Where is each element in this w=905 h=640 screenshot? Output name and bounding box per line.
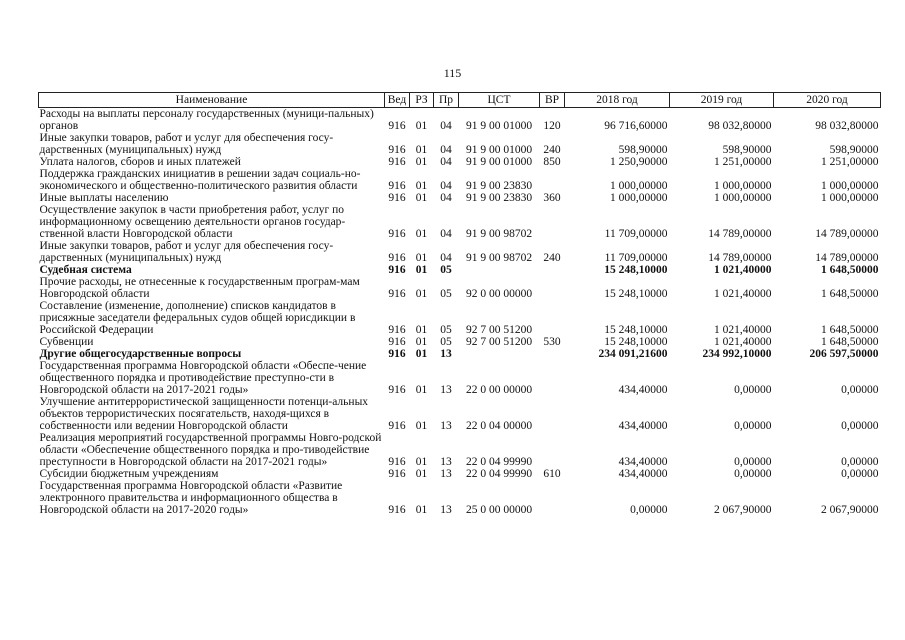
cell-2018: 11 709,00000 xyxy=(604,252,668,264)
cell-2019: 1 000,00000 xyxy=(714,180,772,192)
cell-cst: 92 7 00 51200 xyxy=(465,336,533,348)
cell-2019: 98 032,80000 xyxy=(708,120,772,132)
cell-pr: 05 xyxy=(440,288,452,300)
table-row xyxy=(39,240,881,264)
cell-ved: 916 xyxy=(388,288,406,300)
cell-vr: 610 xyxy=(543,468,561,480)
table-header-row xyxy=(39,93,881,108)
cell-2020: 1 000,00000 xyxy=(821,192,879,204)
table-row xyxy=(39,360,881,396)
cell-2019: 1 000,00000 xyxy=(714,192,772,204)
table-row xyxy=(39,132,881,156)
cell-name: Судебная система xyxy=(39,264,132,276)
cell-2018: 434,40000 xyxy=(618,468,668,480)
cell-cst: 22 0 00 00000 xyxy=(465,384,533,396)
cell-rz: 01 xyxy=(415,144,428,156)
section-row xyxy=(39,348,881,360)
cell-ved: 916 xyxy=(388,468,406,480)
cell-pr: 13 xyxy=(440,348,452,360)
cell-2018: 1 000,00000 xyxy=(610,192,668,204)
cell-2020: 1 648,50000 xyxy=(821,324,879,336)
cell-2020: 0,00000 xyxy=(841,420,879,432)
cell-vr: 360 xyxy=(543,192,561,204)
cell-pr: 04 xyxy=(440,156,452,168)
cell-2020: 1 648,50000 xyxy=(821,336,879,348)
cell-2018: 15 248,10000 xyxy=(604,324,668,336)
cell-2020: 1 648,50000 xyxy=(821,264,879,276)
table-row xyxy=(39,300,881,336)
cell-rz: 01 xyxy=(415,468,428,480)
cell-ved: 916 xyxy=(388,120,406,132)
cell-2018: 234 091,21600 xyxy=(598,348,668,360)
cell-cst: 91 9 00 01000 xyxy=(465,144,533,156)
cell-cst: 22 0 04 00000 xyxy=(465,420,533,432)
cell-2018: 15 248,10000 xyxy=(604,288,668,300)
cell-rz: 01 xyxy=(415,252,428,264)
table-row xyxy=(39,108,881,133)
table-row xyxy=(39,276,881,300)
cell-2019: 2 067,90000 xyxy=(714,504,772,516)
cell-2019: 14 789,00000 xyxy=(708,252,772,264)
cell-2020: 1 648,50000 xyxy=(821,288,879,300)
cell-cst xyxy=(459,264,540,276)
cell-ved: 916 xyxy=(388,192,406,204)
cell-name: Осуществление закупок в части приобретения работ, услуг по информационному освещению деятельности органов государ-ственной власти Новгородской области xyxy=(39,204,346,240)
cell-rz: 01 xyxy=(415,336,428,348)
cell-2020: 0,00000 xyxy=(841,468,879,480)
table-row xyxy=(39,336,881,348)
cell-2020: 98 032,80000 xyxy=(815,120,879,132)
cell-rz: 01 xyxy=(415,384,428,396)
cell-name: Прочие расходы, не отнесенные к государственным програм-мам Новгородской области xyxy=(39,276,360,300)
cell-cst: 25 0 00 00000 xyxy=(465,504,533,516)
cell-vr: 120 xyxy=(543,120,561,132)
cell-2019: 0,00000 xyxy=(734,468,772,480)
cell-2020: 2 067,90000 xyxy=(821,504,879,516)
cell-name: Субвенции xyxy=(39,336,94,348)
cell-pr: 05 xyxy=(440,324,452,336)
cell-2019: 1 021,40000 xyxy=(714,324,772,336)
cell-2018: 434,40000 xyxy=(618,384,668,396)
cell-2018: 1 000,00000 xyxy=(610,180,668,192)
cell-2020: 0,00000 xyxy=(841,384,879,396)
cell-cst: 91 9 00 98702 xyxy=(465,252,533,264)
cell-pr: 05 xyxy=(440,264,452,276)
cell-2019: 0,00000 xyxy=(734,384,772,396)
cell-2018: 434,40000 xyxy=(618,456,668,468)
cell-ved: 916 xyxy=(388,504,406,516)
cell-2018: 15 248,10000 xyxy=(604,264,668,276)
cell-2020: 14 789,00000 xyxy=(815,252,879,264)
cell-pr: 04 xyxy=(440,228,452,240)
cell-ved: 916 xyxy=(388,336,406,348)
cell-ved: 916 xyxy=(388,324,406,336)
cell-vr xyxy=(540,396,565,432)
cell-pr: 13 xyxy=(440,456,452,468)
header-rz: РЗ xyxy=(410,93,434,108)
cell-rz: 01 xyxy=(415,504,428,516)
cell-name: Государственная программа Новгородской области «Развитие электронного правительства и информационного общества в Новгородской области на 2017-2020 годы» xyxy=(39,480,343,516)
cell-name: Иные выплаты населению xyxy=(39,192,169,204)
cell-ved: 916 xyxy=(388,264,406,276)
cell-vr xyxy=(540,348,565,360)
cell-cst: 91 9 00 01000 xyxy=(465,156,533,168)
table-row xyxy=(39,204,881,240)
cell-pr: 04 xyxy=(440,120,452,132)
cell-2019: 0,00000 xyxy=(734,456,772,468)
cell-2018: 1 250,90000 xyxy=(610,156,668,168)
cell-cst: 22 0 04 99990 xyxy=(465,456,533,468)
cell-name: Уплата налогов, сборов и иных платежей xyxy=(39,156,241,168)
cell-name: Составление (изменение, дополнение) списков кандидатов в присяжные заседатели федеральных судов общей юрисдикции в Российской Федерации xyxy=(39,300,356,336)
cell-ved: 916 xyxy=(388,384,406,396)
cell-vr xyxy=(540,300,565,336)
cell-rz: 01 xyxy=(415,192,428,204)
header-cst: ЦСТ xyxy=(459,93,540,108)
cell-2019: 0,00000 xyxy=(734,420,772,432)
cell-cst: 22 0 04 99990 xyxy=(465,468,533,480)
header-name: Наименование xyxy=(39,93,385,108)
header-pr: Пр xyxy=(434,93,459,108)
table-row xyxy=(39,396,881,432)
cell-pr: 13 xyxy=(440,468,452,480)
cell-cst: 91 9 00 23830 xyxy=(465,192,533,204)
table-row xyxy=(39,192,881,204)
cell-pr: 04 xyxy=(440,180,452,192)
cell-ved: 916 xyxy=(388,252,406,264)
cell-rz: 01 xyxy=(415,228,428,240)
cell-2019: 1 021,40000 xyxy=(714,264,772,276)
cell-rz: 01 xyxy=(415,456,428,468)
cell-2018: 0,00000 xyxy=(630,504,668,516)
cell-vr: 850 xyxy=(543,156,561,168)
cell-vr xyxy=(540,168,565,192)
cell-2019: 598,90000 xyxy=(722,144,772,156)
cell-rz: 01 xyxy=(415,288,428,300)
cell-name: Другие общегосударственные вопросы xyxy=(39,348,242,360)
cell-2019: 1 021,40000 xyxy=(714,288,772,300)
cell-ved: 916 xyxy=(388,180,406,192)
cell-cst: 91 9 00 23830 xyxy=(465,180,533,192)
cell-ved: 916 xyxy=(388,228,406,240)
cell-rz: 01 xyxy=(415,420,428,432)
cell-vr xyxy=(540,276,565,300)
cell-vr xyxy=(540,204,565,240)
table-row xyxy=(39,432,881,468)
cell-cst: 92 0 00 00000 xyxy=(465,288,533,300)
cell-cst: 91 9 00 01000 xyxy=(465,120,533,132)
cell-ved: 916 xyxy=(388,156,406,168)
header-2018: 2018 год xyxy=(565,93,670,108)
cell-2020: 14 789,00000 xyxy=(815,228,879,240)
cell-2018: 96 716,60000 xyxy=(604,120,668,132)
cell-2020: 0,00000 xyxy=(841,456,879,468)
cell-rz: 01 xyxy=(415,264,428,276)
cell-vr: 240 xyxy=(543,252,561,264)
cell-ved: 916 xyxy=(388,348,406,360)
cell-ved: 916 xyxy=(388,144,406,156)
cell-pr: 05 xyxy=(440,336,452,348)
cell-rz: 01 xyxy=(415,120,428,132)
header-ved: Вед xyxy=(385,93,410,108)
cell-pr: 13 xyxy=(440,504,452,516)
table-row xyxy=(39,168,881,192)
header-vr: ВР xyxy=(540,93,565,108)
cell-2019: 14 789,00000 xyxy=(708,228,772,240)
header-2019: 2019 год xyxy=(670,93,774,108)
cell-2019: 1 021,40000 xyxy=(714,336,772,348)
cell-pr: 13 xyxy=(440,420,452,432)
cell-name: Улучшение антитеррористической защищенности потенци-альных объектов террористических посягательств, находя-щихся в собственности или ведении Новгородской области xyxy=(39,396,369,432)
cell-rz: 01 xyxy=(415,324,428,336)
cell-vr: 530 xyxy=(543,336,561,348)
cell-2020: 598,90000 xyxy=(829,144,879,156)
cell-name: Реализация мероприятий государственной программы Новго-родской области «Обеспечение общественного порядка и про-тиводействие преступности в Новгородской области на 2017-2021 годы» xyxy=(39,432,382,468)
cell-cst: 91 9 00 98702 xyxy=(465,228,533,240)
cell-rz: 01 xyxy=(415,156,428,168)
cell-2018: 11 709,00000 xyxy=(604,228,668,240)
cell-rz: 01 xyxy=(415,348,428,360)
cell-cst: 92 7 00 51200 xyxy=(465,324,533,336)
cell-vr xyxy=(540,360,565,396)
cell-2020: 206 597,50000 xyxy=(809,348,879,360)
cell-name: Поддержка гражданских инициатив в решении задач социаль-но-экономического и общественно-политического развития области xyxy=(39,168,361,192)
cell-vr xyxy=(540,432,565,468)
cell-name: Государственная программа Новгородской области «Обеспе-чение общественного порядка и противодействие преступно-сти в Новгородской области на 2017-2021 годы» xyxy=(39,360,367,396)
cell-pr: 04 xyxy=(440,192,452,204)
cell-vr: 240 xyxy=(543,144,561,156)
cell-name: Иные закупки товаров, работ и услуг для обеспечения госу-дарственных (муниципальных) нужд xyxy=(39,132,334,156)
cell-rz: 01 xyxy=(415,180,428,192)
cell-2018: 434,40000 xyxy=(618,420,668,432)
page-number: 115 xyxy=(443,66,462,80)
cell-pr: 04 xyxy=(440,252,452,264)
section-row xyxy=(39,264,881,276)
cell-cst xyxy=(459,348,540,360)
cell-ved: 916 xyxy=(388,456,406,468)
cell-vr xyxy=(540,264,565,276)
cell-pr: 04 xyxy=(440,144,452,156)
header-2020: 2020 год xyxy=(774,93,881,108)
cell-2018: 598,90000 xyxy=(618,144,668,156)
table-row xyxy=(39,468,881,480)
cell-name: Расходы на выплаты персоналу государственных (муници-пальных) органов xyxy=(39,108,374,132)
cell-pr: 13 xyxy=(440,384,452,396)
cell-ved: 916 xyxy=(388,420,406,432)
cell-2020: 1 000,00000 xyxy=(821,180,879,192)
table-row xyxy=(39,480,881,516)
cell-name: Субсидии бюджетным учреждениям xyxy=(39,468,219,480)
table-row xyxy=(39,156,881,168)
cell-2019: 234 992,10000 xyxy=(702,348,772,360)
table-body xyxy=(39,108,881,517)
cell-vr xyxy=(540,480,565,516)
cell-2018: 15 248,10000 xyxy=(604,336,668,348)
cell-2019: 1 251,00000 xyxy=(714,156,772,168)
cell-name: Иные закупки товаров, работ и услуг для обеспечения госу-дарственных (муниципальных) нужд xyxy=(39,240,334,264)
cell-2020: 1 251,00000 xyxy=(821,156,879,168)
budget-table xyxy=(38,92,881,516)
